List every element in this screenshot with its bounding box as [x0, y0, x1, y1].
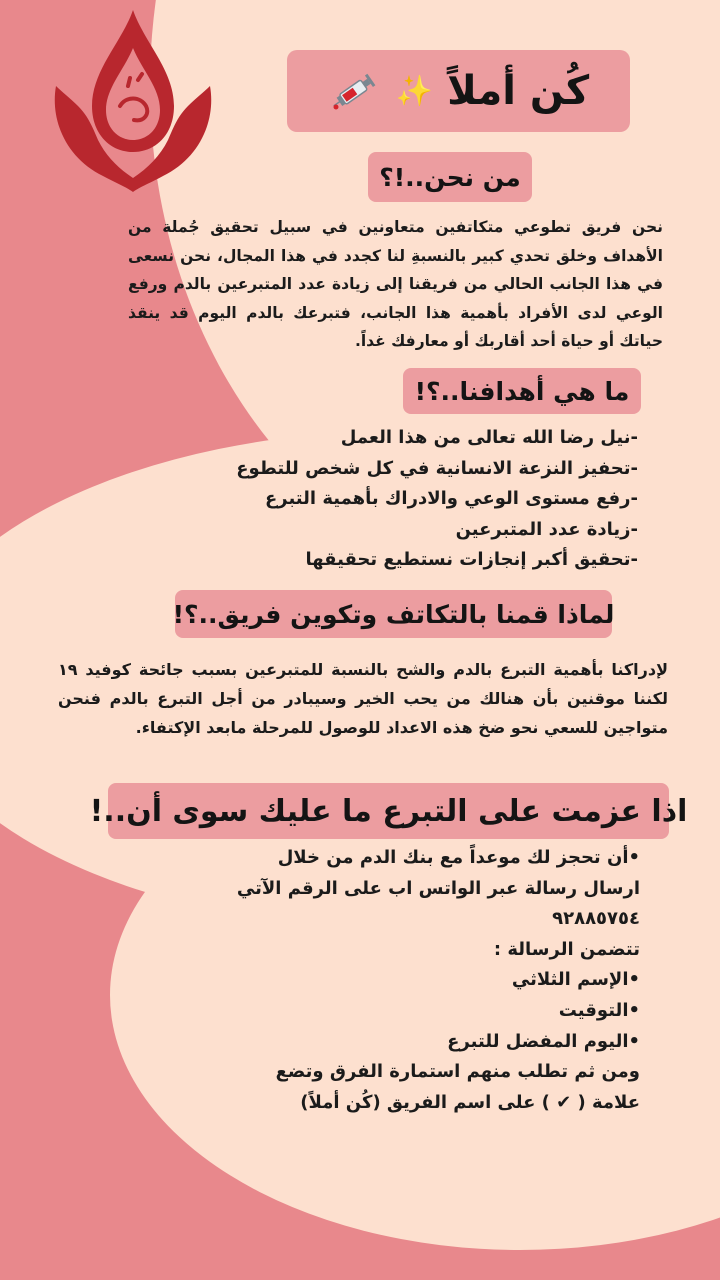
section-heading-our-goals: ما هي أهدافنا..؟!: [403, 368, 641, 414]
syringe-icon: [328, 71, 382, 111]
sparkles-icon: ✨: [395, 73, 434, 109]
list-item: ومن ثم تطلب منهم استمارة الفرق وتضع: [275, 1061, 640, 1083]
section-heading-how-to-donate: اذا عزمت على التبرع ما عليك سوى أن..!: [108, 783, 669, 839]
list-item: -تحفيز النزعة الانسانية في كل شخص للتطوع: [236, 457, 638, 479]
goals-list: [236, 423, 638, 576]
list-item: •أن تحجز لك موعداً مع بنك الدم من خلال: [277, 847, 640, 868]
list-item: علامة ( ✔ ) على اسم الفريق (كُن أملاً): [300, 1091, 640, 1113]
why-team-paragraph: لإدراكنا بأهمية التبرع بالدم والشح بالنسبة للمتبرعين بسبب جائحة كوفيد ١٩ لكننا موقنين بأن هنالك من يحب الخير وسيبادر من أجل التبرع بالدم فنحن متواجين للسعي نحو ضخ هذه الاعداد للوصول للمرحلة مابعد الإكتفاء.: [58, 660, 668, 737]
list-item: تتضمن الرسالة :: [493, 938, 640, 960]
title-banner: [287, 50, 630, 132]
blood-drop-hands-logo: [48, 8, 218, 198]
list-item: -نيل رضا الله تعالى من هذا العمل: [340, 427, 638, 448]
page-title: كُن أملاً: [447, 68, 590, 114]
section-heading-who-we-are: من نحن..!؟: [368, 152, 532, 202]
donation-steps-list: [200, 843, 640, 1118]
who-we-are-paragraph: نحن فريق تطوعي متكاتفين متعاونين في سبيل تحقيق جُملة من الأهداف وخلق تحدي كبير بالنسبةِ لنا كجدد في هذا المجال، نحن نسعى في هذا الجانب الحالي من فريقنا إلى زيادة عدد المتبرعين بالدم ورفع الوعي لدى الأفراد بأهمية هذا الجانب، فتبرعك بالدم اليوم قد ينقذ حياتك أو حياة أحد أقاربك أو معارفك غداً.: [128, 218, 663, 350]
section-heading-why-team: لماذا قمنا بالتكاتف وتكوين فريق..؟!: [175, 590, 612, 638]
list-item: •الإسم الثلاثي: [511, 969, 640, 991]
list-item: •اليوم المفضل للتبرع: [447, 1030, 640, 1052]
list-item: ارسال رسالة عبر الواتس اب على الرقم الآتي: [236, 877, 640, 899]
list-item: -رفع مستوى الوعي والادراك بأهمية التبرع: [264, 488, 638, 509]
list-item: -زيادة عدد المتبرعين: [455, 518, 638, 540]
list-item: -تحقيق أكبر إنجازات نستطيع تحقيقها: [305, 549, 638, 570]
phone-number: ٩٢٨٨٥٧٥٤: [552, 908, 640, 930]
list-item: •التوقيت: [558, 999, 640, 1021]
